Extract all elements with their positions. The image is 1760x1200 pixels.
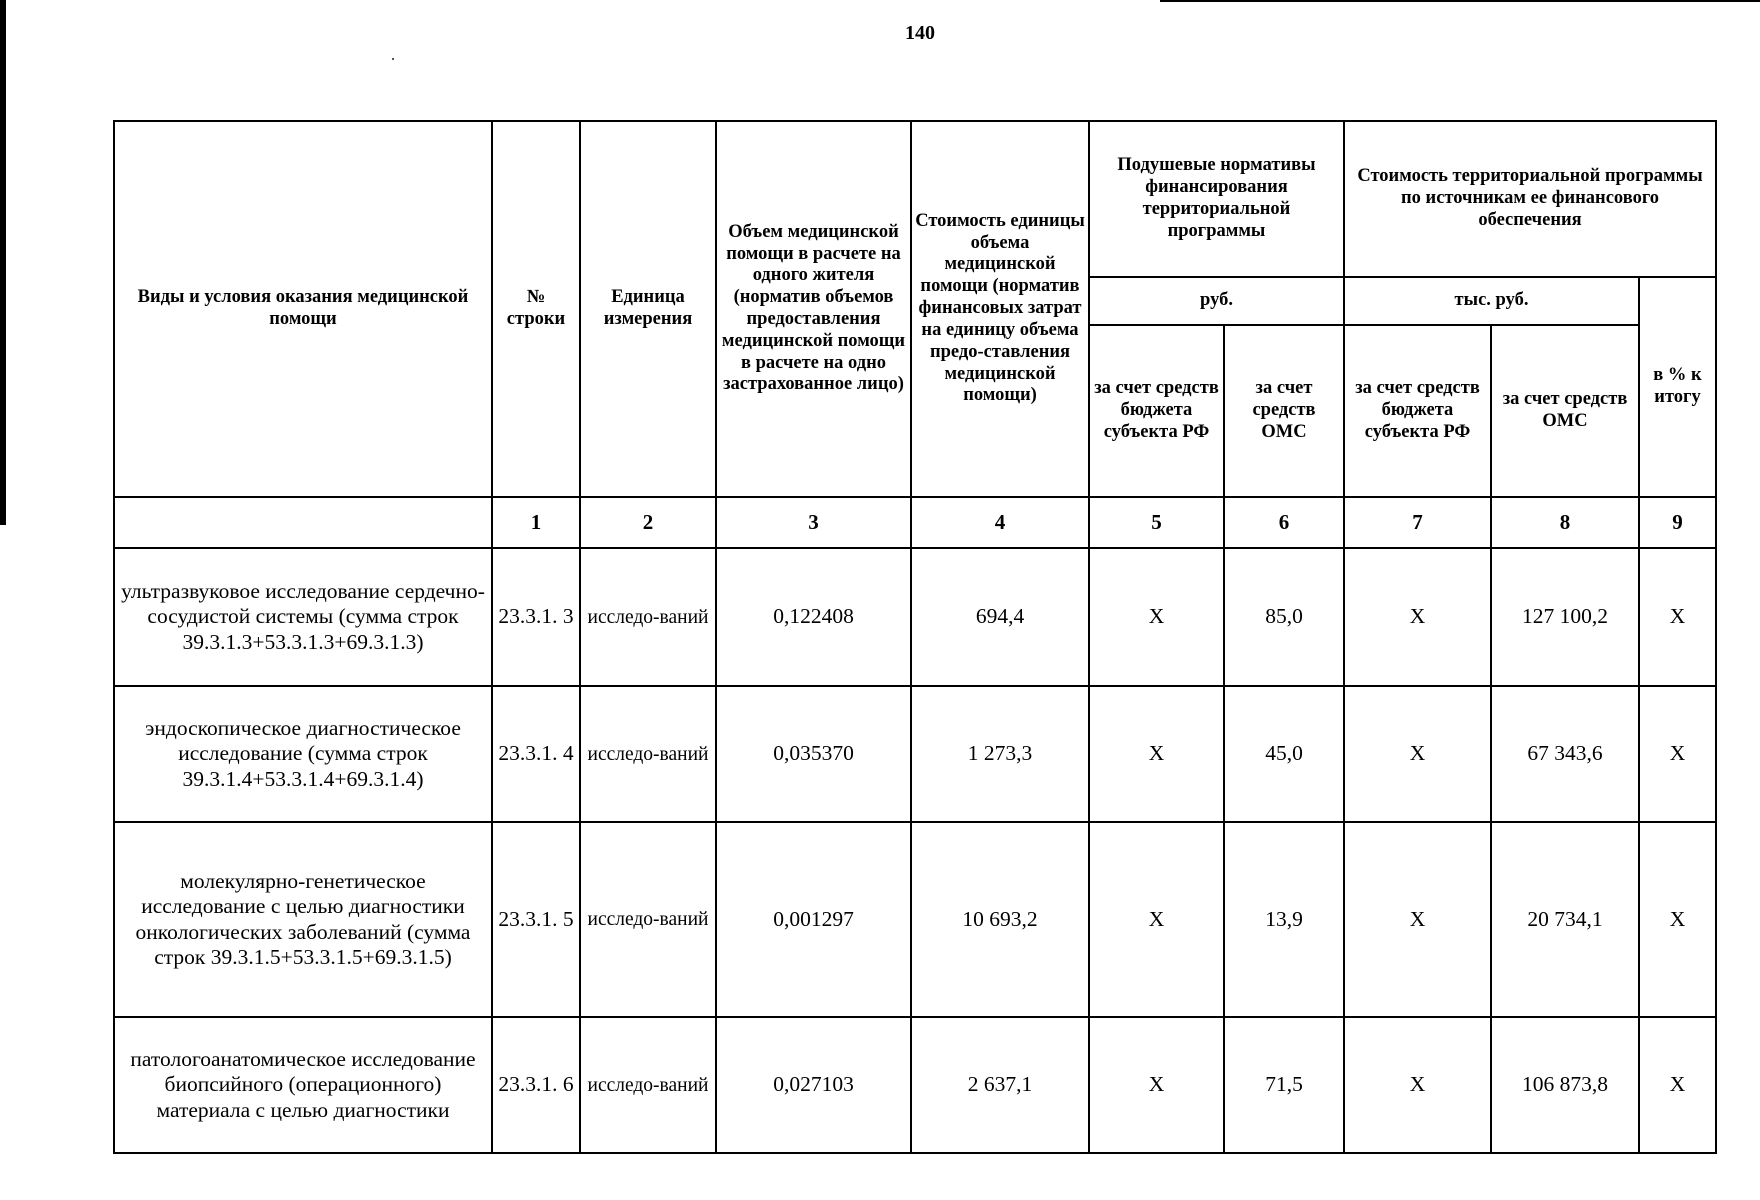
cell-oms-thousand: 20 734,1 (1491, 822, 1639, 1017)
cell-name: ультразвуковое исследование сердечно-сосудистой системы (сумма строк 39.3.1.3+53.3.1.3+69.3.1.3) (114, 548, 492, 686)
column-number: 5 (1089, 497, 1224, 548)
cell-budget-rub: X (1089, 686, 1224, 822)
cell-budget-thousand: X (1344, 686, 1491, 822)
cell-unit: исследо-ваний (580, 548, 716, 686)
column-number: 3 (716, 497, 911, 548)
cell-budget-rub: X (1089, 822, 1224, 1017)
header-oms-thousand: за счет средств ОМС (1491, 325, 1639, 497)
header-oms-rub: за счет средств ОМС (1224, 325, 1344, 497)
column-number: 6 (1224, 497, 1344, 548)
header-budget-thousand: за счет средств бюджета субъекта РФ (1344, 325, 1491, 497)
column-number: 2 (580, 497, 716, 548)
column-number-row (114, 497, 1716, 548)
cell-oms-rub: 45,0 (1224, 686, 1344, 822)
cell-row-no: 23.3.1. 6 (492, 1017, 580, 1153)
financing-table (113, 120, 1717, 1154)
cell-budget-thousand: X (1344, 548, 1491, 686)
table-body (114, 548, 1716, 1153)
cell-percent: X (1639, 548, 1716, 686)
cell-row-no: 23.3.1. 3 (492, 548, 580, 686)
cell-unit: исследо-ваний (580, 686, 716, 822)
column-number: 9 (1639, 497, 1716, 548)
scan-edge-bar (0, 0, 6, 525)
scan-speck (392, 58, 394, 60)
header-row-no: № строки (492, 121, 580, 497)
cell-oms-rub: 71,5 (1224, 1017, 1344, 1153)
header-name: Виды и условия оказания медицинской помощи (114, 121, 492, 497)
header-program-cost-group: Стоимость территориальной программы по источникам ее финансового обеспечения (1344, 121, 1716, 277)
header-budget-rub: за счет средств бюджета субъекта РФ (1089, 325, 1224, 497)
header-unit: Единица измерения (580, 121, 716, 497)
column-number: 8 (1491, 497, 1639, 548)
cell-row-no: 23.3.1. 4 (492, 686, 580, 822)
page-number: 140 (905, 22, 935, 44)
cell-oms-thousand: 67 343,6 (1491, 686, 1639, 822)
cell-oms-rub: 85,0 (1224, 548, 1344, 686)
header-unit-rub: руб. (1089, 277, 1344, 325)
cell-budget-thousand: X (1344, 822, 1491, 1017)
scan-top-line (1160, 0, 1760, 2)
cell-cost: 10 693,2 (911, 822, 1089, 1017)
cell-percent: X (1639, 1017, 1716, 1153)
cell-unit: исследо-ваний (580, 822, 716, 1017)
column-number: 1 (492, 497, 580, 548)
cell-oms-rub: 13,9 (1224, 822, 1344, 1017)
cell-percent: X (1639, 822, 1716, 1017)
cell-percent: X (1639, 686, 1716, 822)
header-per-capita-group: Подушевые нормативы финансирования территориальной программы (1089, 121, 1344, 277)
cell-cost: 1 273,3 (911, 686, 1089, 822)
table-header (114, 121, 1716, 548)
cell-name: эндоскопическое диагностическое исследование (сумма строк 39.3.1.4+53.3.1.4+69.3.1.4) (114, 686, 492, 822)
cell-name: патологоанатомическое исследование биопсийного (операционного) материала с целью диагностики (114, 1017, 492, 1153)
header-percent: в % к итогу (1639, 277, 1716, 497)
cell-volume: 0,122408 (716, 548, 911, 686)
cell-oms-thousand: 127 100,2 (1491, 548, 1639, 686)
column-number (114, 497, 492, 548)
cell-volume: 0,035370 (716, 686, 911, 822)
column-number: 4 (911, 497, 1089, 548)
cell-row-no: 23.3.1. 5 (492, 822, 580, 1017)
cell-unit: исследо-ваний (580, 1017, 716, 1153)
cell-budget-thousand: X (1344, 1017, 1491, 1153)
cell-cost: 2 637,1 (911, 1017, 1089, 1153)
header-unit-thousand-rub: тыс. руб. (1344, 277, 1639, 325)
cell-cost: 694,4 (911, 548, 1089, 686)
table-row (114, 822, 1716, 1017)
table-row (114, 1017, 1716, 1153)
cell-budget-rub: X (1089, 1017, 1224, 1153)
table-row (114, 548, 1716, 686)
cell-volume: 0,027103 (716, 1017, 911, 1153)
cell-name: молекулярно-генетическое исследование с целью диагностики онкологических заболеваний (сумма строк 39.3.1.5+53.3.1.5+69.3.1.5) (114, 822, 492, 1017)
header-row-1 (114, 121, 1716, 277)
cell-budget-rub: X (1089, 548, 1224, 686)
header-cost: Стоимость единицы объема медицинской помощи (норматив финансовых затрат на единицу объема предо-ставления медицинской помощи) (911, 121, 1089, 497)
cell-oms-thousand: 106 873,8 (1491, 1017, 1639, 1153)
cell-volume: 0,001297 (716, 822, 911, 1017)
column-number: 7 (1344, 497, 1491, 548)
table-row (114, 686, 1716, 822)
header-volume: Объем медицинской помощи в расчете на одного жителя (норматив объемов предоставления медицинской помощи в расчете на одно застрахованное лицо) (716, 121, 911, 497)
